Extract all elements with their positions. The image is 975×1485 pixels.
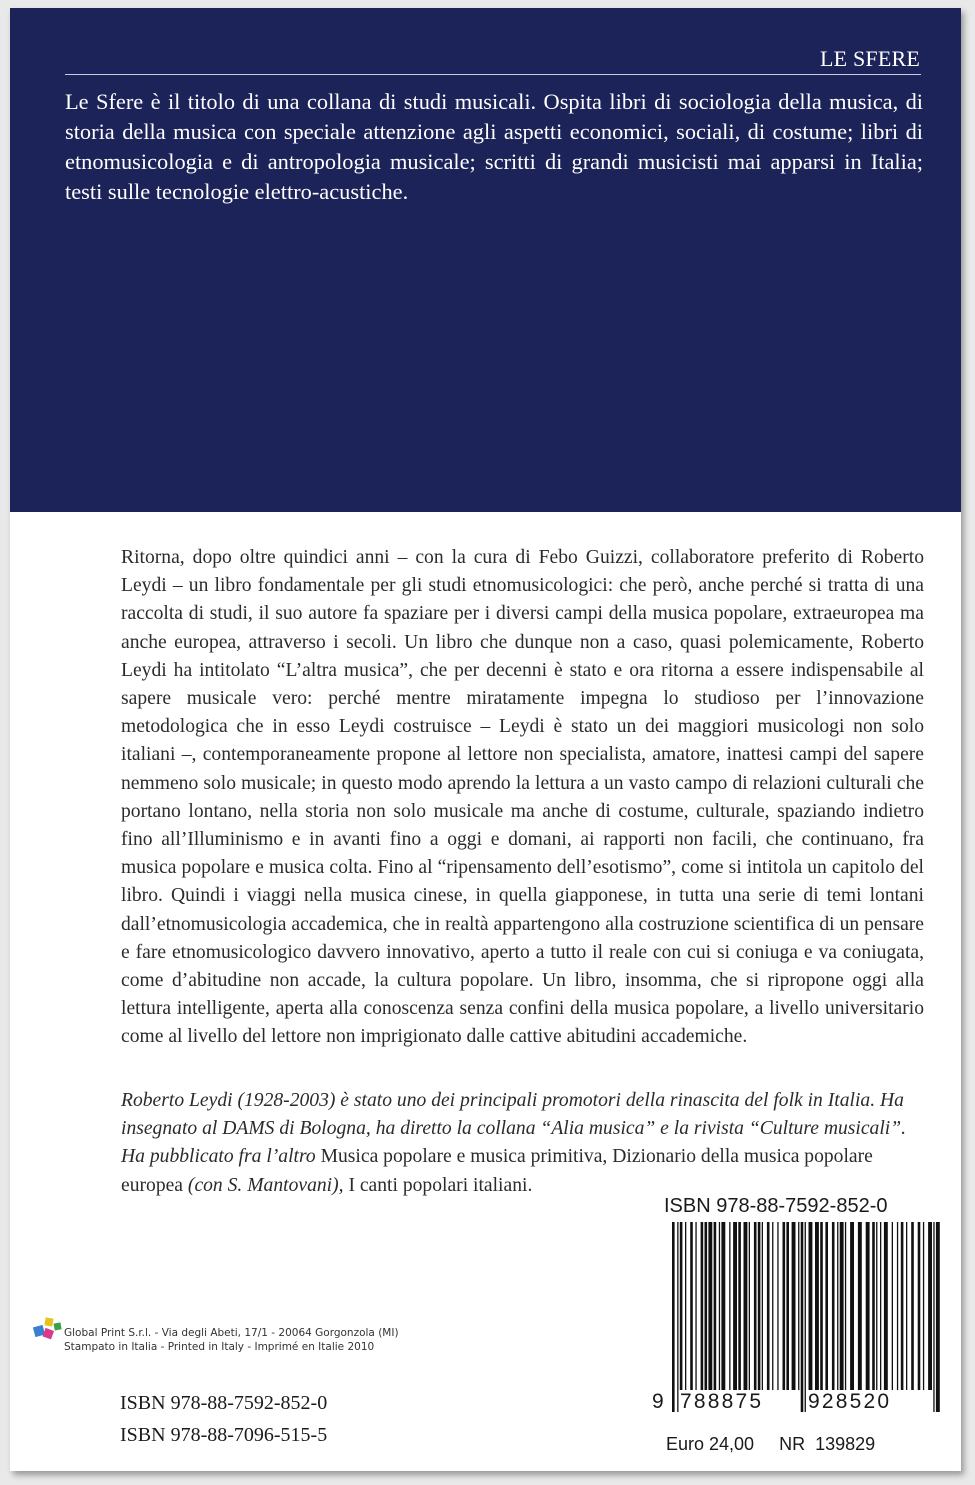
barcode-bar [762,1222,763,1390]
barcode-bar [928,1222,932,1390]
barcode-bar [738,1222,741,1390]
barcode-bar [677,1222,678,1412]
author-bio-works: Musica popolare e musica primitiva, Dizionario della musica popolare europea [121,1146,873,1196]
barcode-bar [936,1222,940,1412]
barcode-bar [901,1222,904,1390]
series-title: LE SFERE [820,46,920,71]
barcode-bar [708,1222,712,1390]
barcode-bar [786,1222,789,1390]
barcode-bar [672,1222,675,1412]
barcode-bar [729,1222,730,1390]
barcode-bar [820,1222,823,1390]
isbn-secondary: ISBN 978-88-7096-515-5 [120,1424,328,1446]
barcode-bar [754,1222,757,1390]
barcode-bar [923,1222,924,1390]
author-bio-intro: Roberto Leydi (1928-2003) è stato uno dei principali promotori della rinascita del folk in Italia. Ha insegnato al DAMS di Bologna, ha diretto la collana “Alia musica” e la rivista “Culture musicali”. Ha pubblicato fra l’altro [121,1090,907,1168]
product-number: NR 139829 [779,1434,876,1454]
barcode-bar [758,1222,761,1390]
barcode-bar [690,1222,693,1390]
barcode-bar [714,1222,717,1390]
barcode-bar [815,1222,819,1390]
barcode-bar [783,1222,786,1390]
barcode-bar [801,1222,804,1412]
barcode-bar [701,1222,704,1390]
series-panel [10,8,961,512]
barcode-digits-left: 788875 [680,1390,764,1413]
barcode-bar [805,1222,806,1412]
barcode-bar [911,1222,914,1390]
barcode-bar [749,1222,750,1390]
barcode [650,1218,950,1428]
barcode-bar [897,1222,898,1390]
book-blurb: Ritorna, dopo oltre quindici anni – con la cura di Febo Guizzi, collaboratore preferito di Roberto Leydi – un libro fondamentale per gli studi etnomusicologici: che però, anche perché si tratta di una raccolta di studi, il suo autore fa spaziare per i diversi campi della musica popolare, extraeuropea ma anche europea, attraverso i secoli. Un libro che dunque non a caso, quasi polemicamente, Roberto Leydi ha intitolato “L’altra musica”, che per decenni è stato e ora ritorna a essere indispensabile al sapere musicale vero: perché mentre miratamente impegna lo studioso per l’innovazione metodologica che in esso Leydi costruisce – Leydi è stato un dei maggiori musicologi non solo italiani –, contemporaneamente propone al lettore non specialista, amatore, inattesi campi del sapere nemmeno solo musicale; in questo modo aprendo la lettura a un vasto campo di relazioni culturali che portano lontano, nella storia non solo musicale ma anche di costume, culturale, spaziando indietro fino all’Illuminismo e in avanti fino a oggi e domani, ai rapporti non facili, che continuano, fra musica popolare e musica colta. Fino al “ripensamento dell’esotismo”, come si intitola un capitolo del libro. Quindi i viaggi nella musica cinese, in quella giapponese, in tutta una serie di temi lontani dall’etnomusicologia accademica, che in realtà appartengono alla costruzione scientifica di un pensare e fare etnomusicologico davvero innovativo, aperto a tutto il reale con cui si coniuga e va coniugata, come d’abitudine non accade, la cultura popolare. Un libro, insomma, che si ripropone oggi alla lettura intelligente, aperta alla conoscenza senza confini della musica popolare, a livello universitario come al livello del lettore non imprigionato dalle cattive abitudini accademiche. [121,547,924,1048]
book-back-cover [10,8,961,1471]
printer-info [64,1326,399,1354]
barcode-bar [850,1222,854,1390]
printer-logo-icon [32,1314,66,1348]
barcode-bar [832,1222,835,1390]
price: Euro 24,00 [666,1434,755,1454]
barcode-bar [767,1222,770,1390]
series-divider [65,74,921,75]
barcode-bar [695,1222,696,1390]
barcode-bar [772,1222,773,1390]
barcode-digits-right: 928520 [808,1390,892,1413]
barcode-bar [880,1222,881,1390]
barcode-bar [792,1222,796,1390]
barcode-bar [825,1222,828,1390]
barcode-digit-first: 9 [652,1390,666,1413]
barcode-bar [876,1222,877,1390]
barcode-bar [685,1222,686,1390]
barcode-bar [719,1222,720,1390]
barcode-bar [892,1222,893,1390]
barcode-bar [872,1222,875,1390]
author-bio-works-2: I canti popolari italiani. [348,1174,533,1196]
isbn-list [120,1387,327,1451]
barcode-bar [705,1222,708,1390]
barcode-bar [837,1222,838,1390]
barcode-bar [884,1222,888,1390]
isbn-primary: ISBN 978-88-7592-852-0 [120,1392,328,1414]
barcode-bar [733,1222,737,1390]
barcode-bar [809,1222,813,1390]
printer-address: Global Print S.r.l. - Via degli Abeti, 17/1 - 20064 Gorgonzola (MI) [64,1327,399,1339]
price-line [666,1434,875,1455]
series-description: Le Sfere è il titolo di una collana di studi musicali. Ospita libri di sociologia della musica, di storia della musica con speciale attenzione agli aspetti economici, sociali, di costume; libri di etnomusicologia e di antropologia musicale; scritti di grandi musicisti mai apparsi in Italia; testi sulle tecnologie elettro-acustiche. [65,89,923,204]
barcode-bar [845,1222,846,1390]
barcode-bar [721,1222,725,1390]
barcode-bar [858,1222,862,1390]
barcode-bar [680,1222,683,1390]
barcode-bar [918,1222,921,1390]
author-bio [121,1087,924,1200]
barcode-bar [840,1222,844,1390]
author-bio-coauthor: (con S. Mantovani), [183,1174,349,1196]
barcode-bar [933,1222,934,1412]
barcode-bar [744,1222,748,1390]
barcode-isbn-label: ISBN 978-88-7592-852-0 [664,1195,888,1217]
barcode-bar [798,1222,799,1390]
barcode-bar [777,1222,778,1390]
barcode-bar [906,1222,907,1390]
barcode-bar [866,1222,870,1390]
printer-printed-in: Stampato in Italia - Printed in Italy - Imprimé en Italie 2010 [64,1341,375,1353]
